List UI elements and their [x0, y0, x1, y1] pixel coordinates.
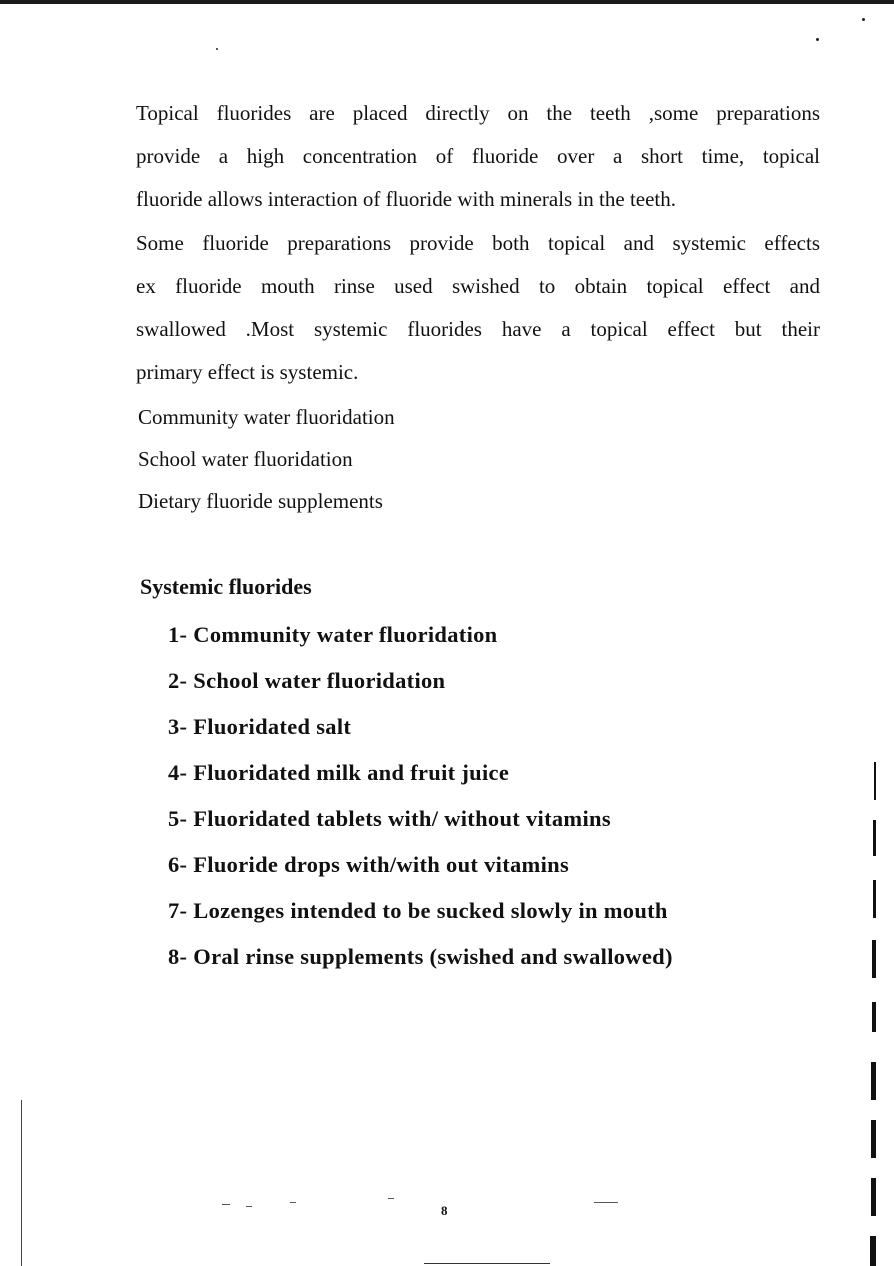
systemic-fluorides-heading: Systemic fluorides [140, 574, 312, 599]
paragraph-line: ex fluoride mouth rinse used swished to obtain topical effect and [136, 274, 820, 298]
list-item: Community water fluoridation [138, 405, 395, 429]
paragraph-line: Some fluoride preparations provide both topical and systemic effects [136, 231, 820, 255]
paragraph-line: Topical fluorides are placed directly on the teeth ,some preparations [136, 101, 820, 125]
paragraph-preparations [136, 222, 820, 394]
list-item: 5- Fluoridated tablets with/ without vitamins [168, 806, 611, 831]
fluoride-methods-list [138, 396, 395, 522]
scan-edge-marks [868, 0, 876, 1266]
page-number: 8 [441, 1203, 448, 1218]
paragraph-topical-fluorides [136, 92, 820, 221]
bottom-rule [424, 1263, 550, 1264]
scan-dash [290, 1202, 296, 1203]
list-item: 4- Fluoridated milk and fruit juice [168, 760, 510, 785]
list-item: 7- Lozenges intended to be sucked slowly in mouth [168, 898, 668, 923]
scan-dash [594, 1202, 618, 1203]
list-item: 8- Oral rinse supplements (swished and swallowed) [168, 944, 673, 969]
list-item: 3- Fluoridated salt [168, 714, 352, 739]
scan-speck [862, 18, 865, 21]
list-item: School water fluoridation [138, 447, 353, 471]
scan-dash [246, 1206, 252, 1207]
scan-dash [222, 1204, 230, 1205]
list-item: 2- School water fluoridation [168, 668, 446, 693]
top-border-rule [0, 0, 894, 4]
systemic-fluorides-list [168, 613, 673, 981]
paragraph-line: provide a high concentration of fluoride over a short time, topical [136, 144, 820, 168]
scan-speck [216, 48, 218, 50]
scan-left-edge [21, 1100, 22, 1266]
scan-speck [816, 38, 819, 41]
list-item: 6- Fluoride drops with/with out vitamins [168, 852, 570, 877]
list-item: Dietary fluoride supplements [138, 489, 383, 513]
list-item: 1- Community water fluoridation [168, 622, 498, 647]
paragraph-line: swallowed .Most systemic fluorides have a topical effect but their [136, 317, 820, 341]
paragraph-line: primary effect is systemic. [136, 360, 359, 384]
paragraph-line: fluoride allows interaction of fluoride with minerals in the teeth. [136, 187, 677, 211]
scan-dash [388, 1198, 394, 1199]
